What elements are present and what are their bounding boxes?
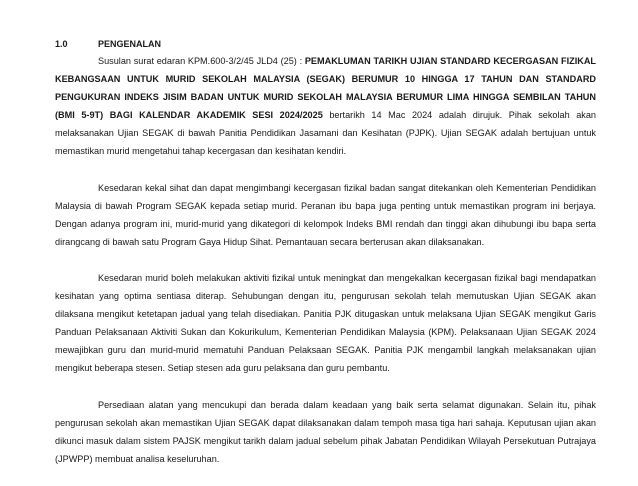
paragraph-3: Kesedaran murid boleh melakukan aktiviti fizikal untuk meningkat dan mengekalkan kecergasan fizikal bagi mendapatkan kesihatan yang optima sentiasa diterap. Sehubungan dengan itu, pengurusan sekolah telah memutuskan Ujian SEGAK akan dilaksana mengikut ketetapan jadual yang telah disediakan. Panitia PJK ditugaskan untuk melaksana Ujian SEGAK mengikut Garis Panduan Pelaksanaan Aktiviti Sukan dan Kokurikulum, Kementerian Pendidikan Malaysia (KPM). Pelaksanaan Ujian SEGAK 2024 mewajibkan guru dan murid-murid mematuhi Panduan Pelaksaan SEGAK. Panitia PJK mengambil langkah melaksanakan ujian mengikut beberapa stesen. Setiap stesen ada guru pelaksana dan guru pembantu. [55, 272, 596, 374]
paragraph-4: Persediaan alatan yang mencukupi dan berada dalam keadaan yang baik serta selamat digunakan. Selain itu, pihak pengurusan sekolah akan memastikan Ujian SEGAK dapat dilaksanakan dalam tempoh masa tiga hari sahaja. Keputusan ujian akan dikunci masuk dalam sistem PAJSK mengikut tarikh dalam jadual sebelum pihak Jabatan Pendidikan Wilayah Persekutuan Putrajaya (JPWPP) membuat analisa keseluruhan. [55, 399, 596, 464]
paragraph-1 [55, 52, 596, 161]
paragraph-2: Kesedaran kekal sihat dan dapat mengimbangi kecergasan fizikal badan sangat ditekankan oleh Kementerian Pendidikan Malaysia di bawah Program SEGAK kepada setiap murid. Peranan ibu bapa juga penting untuk memastikan program ini berjaya. Dengan adanya program ini, murid-murid yang dikategori di kelompok Indeks BMI rendah dan tinggi akan dihubungi ibu bapa serta dirangcang di bawah satu Program Gaya Hidup Sihat. Pemantauan secara berterusan akan dilaksanakan. [55, 182, 596, 247]
section-title: PENGENALAN [98, 39, 162, 49]
document-page [55, 38, 596, 486]
section-number: 1.0 [55, 39, 68, 49]
section-heading [55, 38, 596, 50]
paragraph-1-bold-title: PEMAKLUMAN TARIKH UJIAN STANDARD KECERGASAN FIZIKAL KEBANGSAAN UNTUK MURID SEKOLAH MALAYSIA (SEGAK) BERUMUR 10 HINGGA 17 TAHUN DAN STANDARD PENGUKURAN INDEKS JISIM BADAN UNTUK MURID SEKOLAH MALAYSIA BERUMUR LIMA HINGGA SEMBILAN TAHUN (BMI 5-9T) BAGI KALENDAR AKADEMIK SESI 2024/2025 [55, 56, 596, 121]
paragraph-1-intro: Susulan surat edaran KPM.600-3/2/45 JLD4 (25) : [98, 56, 305, 66]
paragraph-1-rest: bertarikh 14 Mac 2024 adalah dirujuk. Pihak sekolah akan melaksanakan Ujian SEGAK di bawah Panitia Pendidikan Jasamani dan Kesihatan (PJPK). Ujian SEGAK adalah bertujuan untuk memastikan murid mengetahui tahap kecergasan dan kesihatan kendiri. [55, 110, 596, 157]
